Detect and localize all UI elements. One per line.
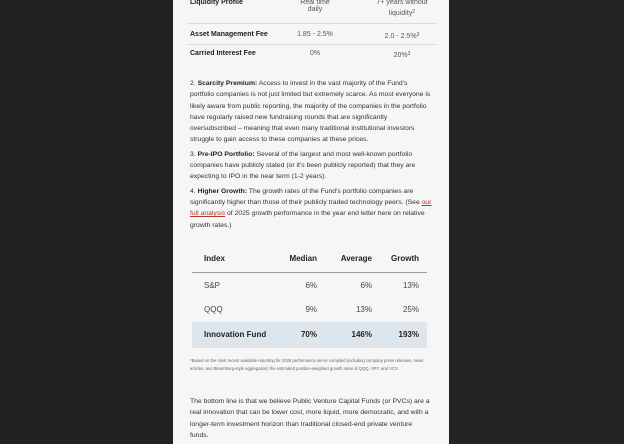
fee-row-pvc-value: 1.85 - 2.5% [297, 31, 333, 38]
column-header-growth: Growth [391, 254, 419, 263]
column-header-index: Index [204, 254, 225, 263]
table-row [192, 273, 427, 299]
list-item-number: 3. [190, 150, 196, 158]
table-row-highlighted [192, 322, 427, 348]
column-header-average: Average [340, 254, 372, 263]
numbered-list [190, 78, 432, 234]
table-header-row [192, 246, 427, 272]
cell-index: S&P [204, 281, 221, 290]
footnote-marker: 3 [416, 32, 420, 38]
fee-row-traditional-value [372, 0, 432, 19]
closing-paragraph: The bottom line is that we believe Public Venture Capital Funds (or PVCs) are a real innovation that can be lower cost, more liquid, more democratic, and with a longer-term investment horizon than traditional closed-end private venture funds. [190, 398, 430, 439]
fee-row-traditional-value [372, 50, 432, 61]
cell-growth: 25% [402, 305, 419, 314]
document-page [173, 0, 449, 444]
fee-row-liquidity [187, 0, 437, 19]
cell-average: 146% [351, 330, 372, 339]
cell-index: Innovation Fund [204, 330, 267, 339]
cell-growth: 13% [402, 281, 419, 290]
list-item-number: 2. [190, 80, 196, 87]
fee-row-pvc-value: 0% [309, 50, 321, 57]
column-header-median: Median [289, 254, 317, 263]
cell-median: 9% [305, 305, 317, 314]
left-dark-margin [0, 0, 173, 444]
list-item-text: Several of the largest and most well-known portfolio companies have publicly stated (or it's been publicly reported) that they are expecting to IPO in the near term (1-2 years). [190, 150, 416, 181]
footnote-marker: 2 [412, 9, 416, 15]
cell-average: 6% [360, 281, 372, 290]
list-item [190, 78, 432, 146]
fee-row-label: Carried Interest Fee [190, 50, 256, 57]
list-item-title: Higher Growth: [197, 187, 248, 195]
list-item-text: The growth rates of the Fund's portfolio companies are significantly higher than those of their publicly traded technology peers. (See [190, 187, 422, 206]
fee-row-carry [187, 49, 437, 63]
fee-row-traditional-text: 7+ years without liquidity [376, 0, 428, 17]
fee-row-pvc-value: Real time daily [300, 0, 330, 13]
right-dark-margin [449, 0, 624, 444]
table-footnote: *Based on the most recent available reporting for 2025 performance we've compiled (including company press releases, news articles, and Bloomberg-style aggregation) the estimated position-weighted growth rates of QQQ, SPY, and VCX. [190, 358, 424, 371]
fee-row-traditional-value [372, 31, 432, 42]
list-item [190, 186, 432, 231]
fee-row-traditional-text: 2.0 - 2.5% [384, 33, 417, 40]
table-row [192, 297, 427, 323]
cell-median: 6% [305, 281, 317, 290]
cell-index: QQQ [204, 305, 223, 314]
fee-row-management [187, 29, 437, 43]
list-item-title: Scarcity Premium: [197, 80, 258, 87]
table-divider [187, 23, 437, 24]
footnote-marker: 3 [407, 51, 411, 57]
cell-average: 13% [355, 305, 372, 314]
table-divider [187, 44, 437, 45]
full-analysis-link[interactable]: our full analysis [190, 198, 432, 218]
list-item-title: Pre-IPO Portfolio: [197, 150, 255, 158]
list-item-text: of 2025 growth performance in the year end letter here on relative growth rates.) [190, 210, 425, 229]
cell-growth: 193% [398, 330, 419, 339]
fee-row-label: Liquidity Profile [190, 0, 243, 6]
fee-row-traditional-text: 20% [393, 52, 408, 59]
list-item [190, 149, 432, 183]
list-item-number: 4. [190, 187, 196, 195]
cell-median: 70% [300, 330, 317, 339]
fee-row-label: Asset Management Fee [190, 31, 268, 38]
list-item-text: Access to invest in the vast majority of the Fund's portfolio companies is not just limited but extremely scarce. As most everyone is likely aware from public reporting, the majority of the companies in the portfolio have regularly raised new fundraising rounds that are significantly oversubscribed – meaning that even many traditional institutional investors struggle to gain access to these companies at these prices. [190, 80, 431, 144]
